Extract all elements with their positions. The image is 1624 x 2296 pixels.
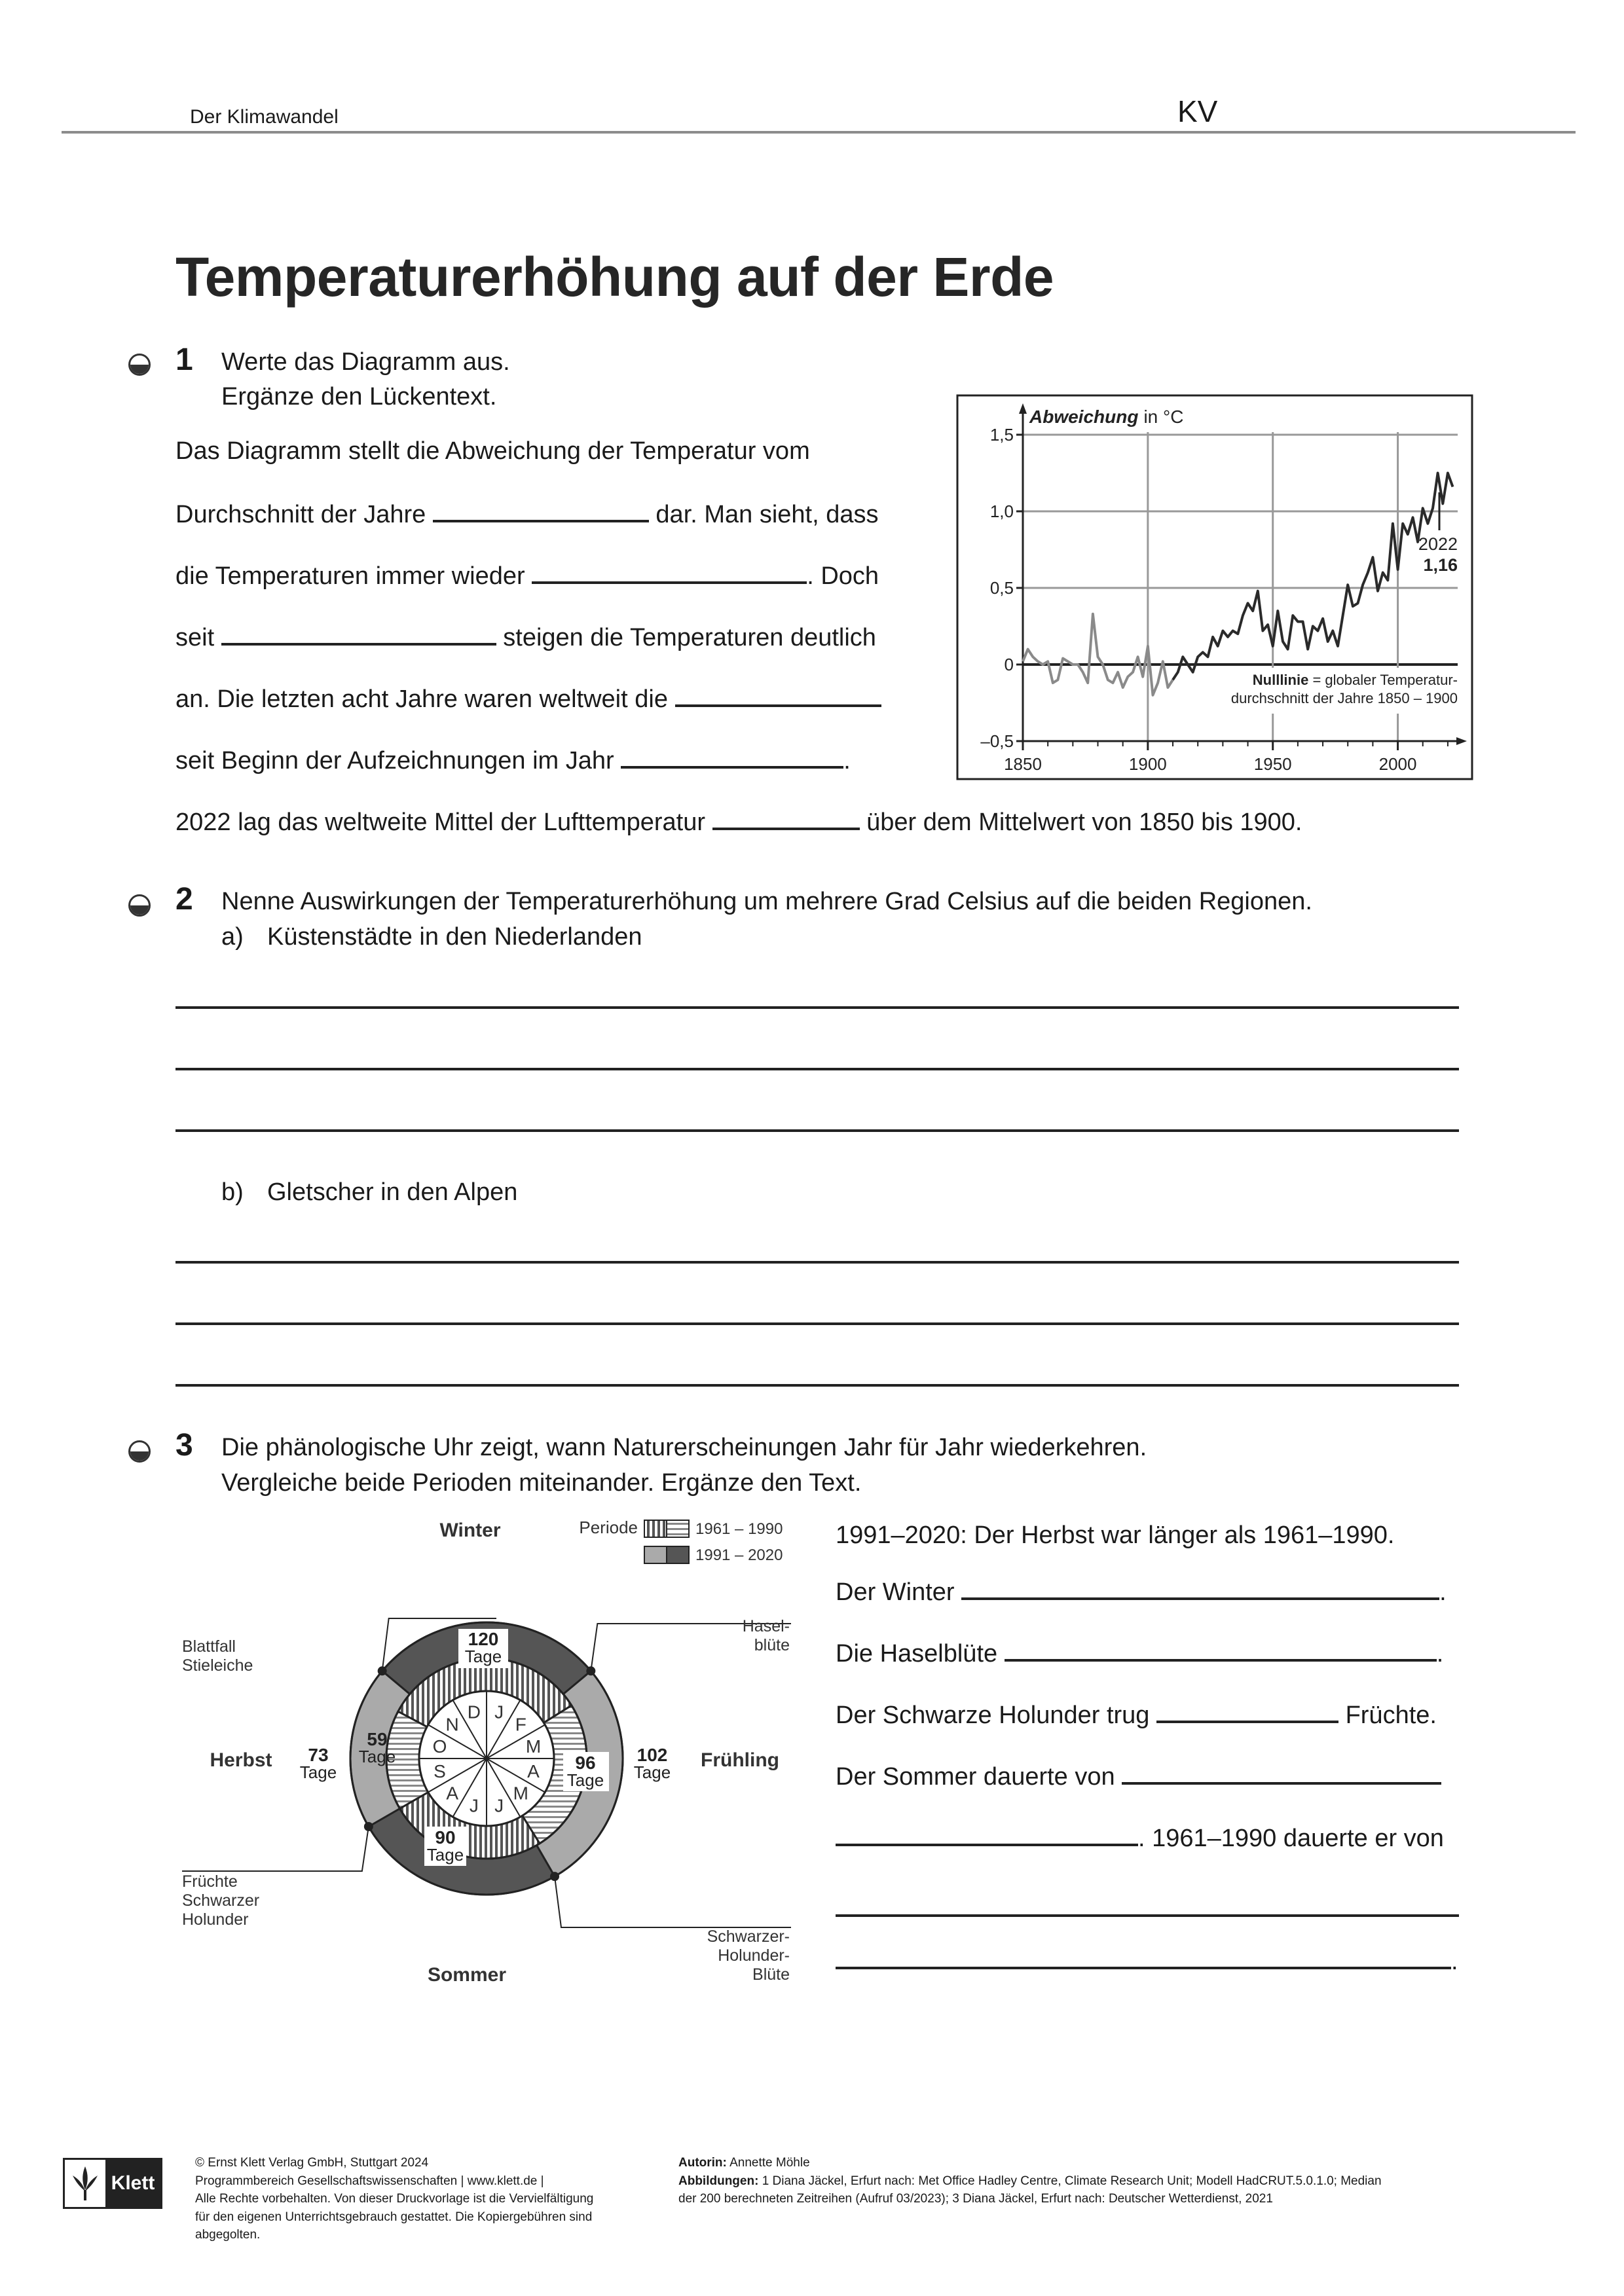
outer-winter-tage: Tage	[452, 1582, 490, 1601]
marker-holunder-bluete-leader	[555, 1876, 791, 1927]
month-label: J	[469, 1795, 479, 1816]
label-fruechte-2: Schwarzer	[182, 1891, 260, 1910]
footer-copyright	[195, 2154, 593, 2244]
task1-number: 1	[175, 342, 193, 377]
phenological-clock	[175, 1512, 804, 1997]
outer-autumn-tage: Tage	[299, 1762, 337, 1782]
season-autumn: Herbst	[210, 1749, 272, 1771]
task1-line-7	[175, 807, 1302, 837]
text: seit Beginn der Aufzeichnungen im Jahr	[175, 747, 614, 774]
task3-line-1: 1991–2020: Der Herbst war länger als 1961–1990.	[836, 1522, 1395, 1549]
y-tick-label: 1,5	[989, 425, 1014, 445]
outer-winter-days: 101	[456, 1564, 487, 1584]
text: Der Schwarze Holunder trug	[836, 1702, 1150, 1729]
task1-line-2	[175, 499, 879, 529]
page-title: Temperaturerhöhung auf der Erde	[175, 246, 1054, 308]
task2-number: 2	[175, 882, 193, 917]
task2-b-label: b)	[221, 1178, 244, 1206]
annotation-year: 2022	[1418, 534, 1458, 554]
header-kv: KV	[1177, 94, 1218, 128]
outer-spring-days: 102	[637, 1745, 668, 1765]
legend-title: Periode	[579, 1518, 638, 1537]
season-summer: Sommer	[427, 1964, 507, 1986]
inner-spring-tage: Tage	[566, 1770, 604, 1790]
task1-instruction-2: Ergänze den Lückentext.	[221, 383, 497, 410]
label-bluete-2: Holunder-	[718, 1946, 790, 1965]
task3-line-2	[836, 1576, 1447, 1607]
month-label: N	[445, 1714, 459, 1735]
x-tick-label: 1850	[1004, 754, 1042, 774]
task1-line-3	[175, 560, 879, 591]
difficulty-icon	[128, 354, 151, 376]
y-tick-label: –0,5	[980, 731, 1014, 751]
legend-swatch-1961-b	[667, 1520, 689, 1537]
footer-credits	[678, 2154, 1382, 2208]
text: . 1961–1990 dauerte er von	[1138, 1825, 1444, 1852]
label-hasel-1: Hasel-	[742, 1617, 790, 1635]
x-tick-label: 1900	[1128, 754, 1167, 774]
answer-blank[interactable]	[621, 745, 843, 769]
task2-instruction: Nenne Auswirkungen der Temperaturerhöhung um mehrere Grad Celsius auf die beiden Regionen.	[221, 888, 1312, 915]
text: steigen die Temperaturen deutlich	[503, 624, 876, 651]
answer-blank[interactable]	[675, 683, 881, 707]
text: . Doch	[807, 562, 879, 590]
label-bluete-1: Schwarzer-	[707, 1927, 790, 1946]
inner-winter-days: 120	[468, 1629, 499, 1649]
answer-blank[interactable]	[433, 499, 649, 522]
difficulty-icon	[128, 894, 151, 917]
legend-swatch-1991-b	[667, 1546, 689, 1563]
answer-blank[interactable]	[1156, 1700, 1338, 1723]
y-tick-label: 1,0	[989, 501, 1014, 521]
answer-line[interactable]	[175, 1068, 1459, 1070]
month-label: S	[434, 1761, 446, 1782]
inner-summer-days: 90	[435, 1827, 456, 1848]
marker-holunder-fruechte-leader	[182, 1827, 369, 1871]
month-label: O	[432, 1736, 447, 1757]
inner-summer-tage: Tage	[426, 1845, 464, 1865]
month-label: J	[494, 1795, 504, 1816]
inner-winter-tage: Tage	[464, 1647, 502, 1666]
text: über dem Mittelwert von 1850 bis 1900.	[866, 809, 1302, 836]
text: die Temperaturen immer wieder	[175, 562, 525, 590]
annotation-value: 1,16	[1423, 555, 1458, 575]
inner-spring-days: 96	[575, 1753, 596, 1773]
text: Der Sommer dauerte von	[836, 1763, 1115, 1791]
y-axis-label: Abweichung in °C	[1029, 407, 1184, 427]
x-tick-label: 2000	[1378, 754, 1417, 774]
task3-instruction-2: Vergleiche beide Perioden miteinander. Ergänze den Text.	[221, 1469, 862, 1497]
outer-autumn-days: 73	[308, 1745, 329, 1765]
text: .	[1451, 1948, 1458, 1975]
y-tick-label: 0	[1004, 655, 1014, 674]
text: .	[1436, 1640, 1444, 1667]
publisher-logo	[63, 2158, 162, 2209]
label-fruechte-1: Früchte	[182, 1872, 238, 1891]
month-label: J	[494, 1702, 504, 1722]
difficulty-icon	[128, 1440, 151, 1463]
task1-instruction-1: Werte das Diagramm aus.	[221, 348, 510, 376]
answer-blank[interactable]	[1122, 1761, 1441, 1785]
klett-leaf-icon	[65, 2160, 105, 2207]
month-label: M	[525, 1736, 542, 1757]
task1-line-4	[175, 622, 876, 652]
legend-label-1: 1961 – 1990	[695, 1520, 783, 1538]
answer-blank[interactable]	[836, 1946, 1451, 1969]
y-tick-label: 0,5	[989, 578, 1014, 598]
task1-line-5	[175, 683, 881, 714]
marker-holunder-bluete-dot	[550, 1872, 559, 1881]
task3-line-6	[836, 1823, 1444, 1853]
legend-swatch-1961-a	[644, 1520, 667, 1537]
task3-line-8	[836, 1946, 1458, 1976]
month-label: M	[513, 1783, 528, 1804]
task2-a-label: a)	[221, 923, 244, 951]
month-label: A	[446, 1783, 459, 1804]
outer-summer-tage: Tage	[446, 1935, 484, 1955]
answer-line[interactable]	[175, 1322, 1459, 1325]
answer-blank[interactable]	[961, 1576, 1439, 1600]
answer-line[interactable]	[175, 1384, 1459, 1387]
answer-line[interactable]	[836, 1914, 1459, 1917]
month-label: A	[527, 1761, 540, 1782]
text: .	[843, 747, 851, 774]
inner-autumn-tage: Tage	[358, 1747, 396, 1766]
header-divider	[62, 131, 1576, 134]
text: Der Winter	[836, 1578, 955, 1606]
text: .	[1439, 1578, 1447, 1606]
outer-spring-tage: Tage	[633, 1762, 671, 1782]
text: Früchte.	[1345, 1702, 1437, 1729]
label-hasel-2: blüte	[754, 1636, 790, 1654]
task3-instruction-1: Die phänologische Uhr zeigt, wann Naturerscheinungen Jahr für Jahr wiederkehren.	[221, 1434, 1147, 1461]
nullline-label-1: Nulllinie = globaler Temperatur-	[1252, 672, 1458, 688]
publisher-name: Klett	[105, 2160, 160, 2207]
task2-b-text: Gletscher in den Alpen	[267, 1178, 518, 1206]
season-spring: Frühling	[701, 1749, 779, 1771]
text: © Ernst Klett Verlag GmbH, Stuttgart 2024	[195, 2156, 429, 2170]
text: Programmbereich Gesellschaftswissenschaften | www.klett.de |	[195, 2174, 544, 2188]
month-label: F	[515, 1714, 526, 1735]
answer-blank[interactable]	[532, 560, 807, 584]
answer-blank[interactable]	[1005, 1638, 1437, 1662]
task3-line-3	[836, 1638, 1443, 1668]
answer-line[interactable]	[175, 1261, 1459, 1264]
marker-holunder-fruechte-dot	[364, 1822, 373, 1831]
answer-blank[interactable]	[221, 622, 496, 646]
task1-line-1: Das Diagramm stellt die Abweichung der Temperatur vom	[175, 437, 810, 465]
marker-blattfall-dot	[378, 1666, 387, 1675]
answer-line[interactable]	[175, 1006, 1459, 1009]
label-bluete-3: Blüte	[752, 1965, 790, 1984]
label-blattfall-1: Blattfall	[182, 1637, 236, 1656]
inner-autumn-days: 59	[367, 1729, 388, 1749]
text: 2022 lag das weltweite Mittel der Lufttemperatur	[175, 809, 705, 836]
task3-number: 3	[175, 1428, 193, 1463]
text: Autorin: Annette Möhle	[678, 2156, 810, 2170]
nullline-label-2: durchschnitt der Jahre 1850 – 1900	[1230, 690, 1458, 706]
answer-line[interactable]	[175, 1129, 1459, 1132]
outer-summer-days: 89	[454, 1918, 475, 1938]
temperature-chart	[956, 394, 1473, 780]
text: Abbildungen: 1 Diana Jäckel, Erfurt nach: Met Office Hadley Centre, Climate Research Unit; Modell HadCRUT.5.0.1.0; Median	[678, 2174, 1382, 2188]
answer-blank[interactable]	[712, 807, 860, 830]
legend-label-2: 1991 – 2020	[695, 1546, 783, 1564]
task3-line-4	[836, 1700, 1437, 1730]
label-blattfall-2: Stieleiche	[182, 1656, 253, 1675]
x-tick-label: 1950	[1253, 754, 1292, 774]
season-winter: Winter	[439, 1520, 501, 1541]
text: für den eigenen Unterrichtsgebrauch gestattet. Die Kopiergebühren sind	[195, 2210, 593, 2224]
text: Alle Rechte vorbehalten. Von dieser Druckvorlage ist die Vervielfältigung	[195, 2192, 594, 2206]
text: Die Haselblüte	[836, 1640, 998, 1667]
text: der 200 berechneten Zeitreihen (Aufruf 03/2023); 3 Diana Jäckel, Erfurt nach: Deutscher Wetterdienst, 2021	[678, 2192, 1273, 2206]
legend-swatch-1991-a	[644, 1546, 667, 1563]
text: seit	[175, 624, 215, 651]
task1-line-6	[175, 745, 851, 775]
text: dar. Man sieht, dass	[655, 501, 879, 528]
answer-blank[interactable]	[836, 1823, 1138, 1846]
header-title: Der Klimawandel	[190, 106, 339, 128]
task3-line-5	[836, 1761, 1441, 1791]
text: Durchschnitt der Jahre	[175, 501, 426, 528]
text: an. Die letzten acht Jahre waren weltweit die	[175, 685, 668, 713]
task2-a-text: Küstenstädte in den Niederlanden	[267, 923, 642, 951]
month-label: D	[467, 1702, 481, 1722]
label-fruechte-3: Holunder	[182, 1910, 249, 1929]
marker-haselbluete-dot	[586, 1666, 595, 1675]
text: abgegolten.	[195, 2228, 261, 2242]
